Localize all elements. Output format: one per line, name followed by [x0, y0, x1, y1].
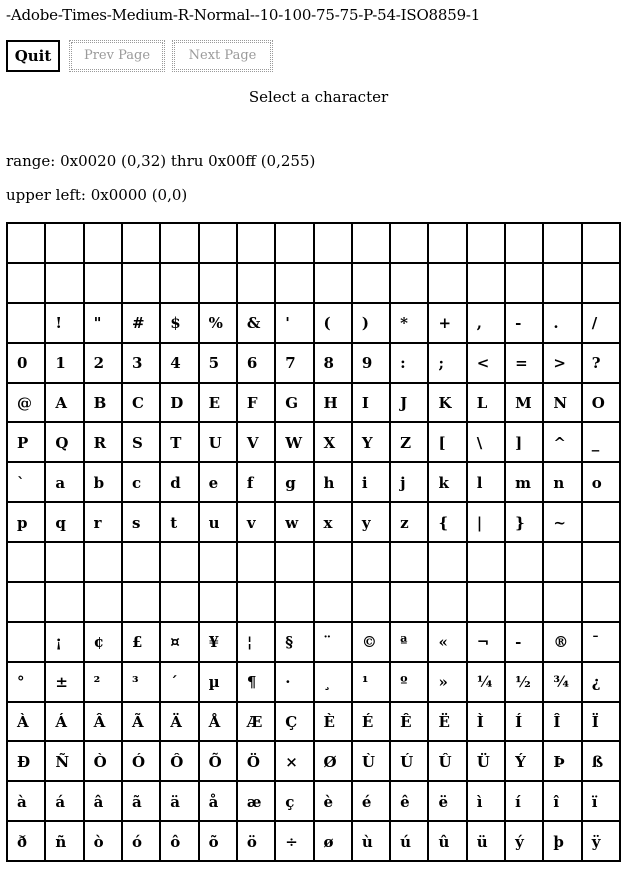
character-cell[interactable]: ? [583, 344, 621, 384]
character-cell[interactable]: s [123, 503, 161, 543]
character-cell[interactable] [123, 583, 161, 623]
character-cell[interactable]: { [429, 503, 467, 543]
character-cell[interactable]: Ù [353, 742, 391, 782]
character-cell[interactable] [391, 583, 429, 623]
prev-page-button[interactable]: Prev Page [69, 40, 165, 72]
next-page-button[interactable]: Next Page [172, 40, 273, 72]
character-cell[interactable]: Î [544, 703, 582, 743]
character-cell[interactable]: H [315, 384, 353, 424]
character-cell[interactable]: ¤ [161, 623, 199, 663]
character-cell[interactable]: Ú [391, 742, 429, 782]
character-cell[interactable]: ý [506, 822, 544, 862]
character-cell[interactable] [276, 543, 314, 583]
character-cell[interactable]: e [200, 463, 238, 503]
character-cell[interactable]: # [123, 304, 161, 344]
character-cell[interactable]: F [238, 384, 276, 424]
character-cell[interactable]: 1 [46, 344, 84, 384]
character-cell[interactable] [468, 264, 506, 304]
character-cell[interactable]: Ø [315, 742, 353, 782]
character-cell[interactable]: Þ [544, 742, 582, 782]
character-cell[interactable]: r [85, 503, 123, 543]
character-cell[interactable]: - [506, 304, 544, 344]
character-cell[interactable] [238, 543, 276, 583]
character-cell[interactable]: ~ [544, 503, 582, 543]
character-cell[interactable]: Å [200, 703, 238, 743]
character-cell[interactable]: 3 [123, 344, 161, 384]
character-cell[interactable]: ÷ [276, 822, 314, 862]
character-cell[interactable]: h [315, 463, 353, 503]
character-cell[interactable]: ¯ [583, 623, 621, 663]
character-cell[interactable]: G [276, 384, 314, 424]
character-cell[interactable]: y [353, 503, 391, 543]
character-cell[interactable]: 0 [8, 344, 46, 384]
character-cell[interactable] [200, 543, 238, 583]
character-cell[interactable] [506, 543, 544, 583]
character-cell[interactable]: À [8, 703, 46, 743]
character-cell[interactable]: . [544, 304, 582, 344]
character-cell[interactable] [353, 583, 391, 623]
character-cell[interactable]: | [468, 503, 506, 543]
character-cell[interactable]: 9 [353, 344, 391, 384]
character-cell[interactable] [123, 224, 161, 264]
character-cell[interactable]: ÿ [583, 822, 621, 862]
character-cell[interactable]: v [238, 503, 276, 543]
character-cell[interactable]: t [161, 503, 199, 543]
character-cell[interactable] [238, 264, 276, 304]
character-cell[interactable] [391, 264, 429, 304]
character-cell[interactable] [46, 543, 84, 583]
character-cell[interactable]: [ [429, 423, 467, 463]
character-cell[interactable]: · [276, 663, 314, 703]
character-cell[interactable]: ù [353, 822, 391, 862]
character-cell[interactable] [391, 224, 429, 264]
character-cell[interactable]: $ [161, 304, 199, 344]
character-cell[interactable]: ¨ [315, 623, 353, 663]
character-cell[interactable]: ¥ [200, 623, 238, 663]
character-cell[interactable]: è [315, 782, 353, 822]
character-cell[interactable]: * [391, 304, 429, 344]
character-cell[interactable]: g [276, 463, 314, 503]
character-cell[interactable]: ï [583, 782, 621, 822]
character-cell[interactable]: Ý [506, 742, 544, 782]
character-cell[interactable]: w [276, 503, 314, 543]
character-cell[interactable] [85, 543, 123, 583]
character-cell[interactable] [468, 224, 506, 264]
character-cell[interactable]: R [85, 423, 123, 463]
character-cell[interactable]: J [391, 384, 429, 424]
character-cell[interactable]: ú [391, 822, 429, 862]
character-cell[interactable]: ( [315, 304, 353, 344]
character-cell[interactable]: a [46, 463, 84, 503]
character-cell[interactable]: A [46, 384, 84, 424]
character-cell[interactable]: é [353, 782, 391, 822]
character-cell[interactable]: ¾ [544, 663, 582, 703]
character-cell[interactable] [544, 224, 582, 264]
character-cell[interactable]: ö [238, 822, 276, 862]
character-cell[interactable]: ´ [161, 663, 199, 703]
character-cell[interactable]: f [238, 463, 276, 503]
character-cell[interactable]: ª [391, 623, 429, 663]
character-cell[interactable]: û [429, 822, 467, 862]
character-cell[interactable]: â [85, 782, 123, 822]
character-cell[interactable]: S [123, 423, 161, 463]
character-cell[interactable] [468, 543, 506, 583]
character-cell[interactable]: ¹ [353, 663, 391, 703]
character-cell[interactable]: ` [8, 463, 46, 503]
character-cell[interactable]: \ [468, 423, 506, 463]
character-cell[interactable] [46, 224, 84, 264]
character-cell[interactable]: o [583, 463, 621, 503]
character-cell[interactable]: 4 [161, 344, 199, 384]
character-cell[interactable]: M [506, 384, 544, 424]
character-cell[interactable]: µ [200, 663, 238, 703]
character-cell[interactable]: - [506, 623, 544, 663]
character-cell[interactable] [429, 264, 467, 304]
character-cell[interactable]: £ [123, 623, 161, 663]
character-cell[interactable]: Ä [161, 703, 199, 743]
character-cell[interactable] [161, 224, 199, 264]
character-cell[interactable]: ³ [123, 663, 161, 703]
character-cell[interactable]: Ñ [46, 742, 84, 782]
character-cell[interactable] [46, 583, 84, 623]
character-cell[interactable] [85, 224, 123, 264]
character-cell[interactable]: & [238, 304, 276, 344]
character-cell[interactable] [276, 224, 314, 264]
character-cell[interactable]: p [8, 503, 46, 543]
character-cell[interactable]: ì [468, 782, 506, 822]
character-cell[interactable] [85, 583, 123, 623]
character-cell[interactable]: ¸ [315, 663, 353, 703]
character-cell[interactable]: O [583, 384, 621, 424]
range-label: range: 0x0020 (0,32) thru 0x00ff (0,255) [6, 152, 316, 170]
character-cell[interactable]: « [429, 623, 467, 663]
character-cell[interactable]: ^ [544, 423, 582, 463]
character-cell[interactable]: § [276, 623, 314, 663]
character-cell[interactable]: ß [583, 742, 621, 782]
character-grid [6, 222, 621, 862]
character-cell[interactable]: × [276, 742, 314, 782]
character-cell[interactable]: ² [85, 663, 123, 703]
character-cell[interactable]: n [544, 463, 582, 503]
character-cell[interactable]: ñ [46, 822, 84, 862]
character-cell[interactable]: í [506, 782, 544, 822]
character-cell[interactable]: l [468, 463, 506, 503]
character-cell[interactable]: 8 [315, 344, 353, 384]
character-cell[interactable]: Ô [161, 742, 199, 782]
character-cell[interactable] [161, 264, 199, 304]
character-cell[interactable]: ã [123, 782, 161, 822]
character-cell[interactable] [8, 623, 46, 663]
character-cell[interactable]: } [506, 503, 544, 543]
character-cell[interactable]: Ò [85, 742, 123, 782]
character-cell[interactable]: ë [429, 782, 467, 822]
character-cell[interactable]: " [85, 304, 123, 344]
character-cell[interactable]: ½ [506, 663, 544, 703]
character-cell[interactable]: j [391, 463, 429, 503]
character-cell[interactable]: < [468, 344, 506, 384]
character-cell[interactable]: © [353, 623, 391, 663]
character-cell[interactable]: i [353, 463, 391, 503]
character-cell[interactable]: ä [161, 782, 199, 822]
character-cell[interactable]: 2 [85, 344, 123, 384]
character-cell[interactable] [200, 224, 238, 264]
character-cell[interactable] [544, 264, 582, 304]
select-character-prompt: Select a character [248, 88, 389, 106]
character-cell[interactable]: Z [391, 423, 429, 463]
character-cell[interactable] [583, 264, 621, 304]
character-cell[interactable] [429, 224, 467, 264]
character-cell[interactable]: ø [315, 822, 353, 862]
character-cell[interactable] [544, 543, 582, 583]
character-cell[interactable] [200, 583, 238, 623]
character-cell[interactable]: ) [353, 304, 391, 344]
character-cell[interactable]: ¦ [238, 623, 276, 663]
character-cell[interactable] [353, 264, 391, 304]
character-cell[interactable]: ® [544, 623, 582, 663]
character-cell[interactable]: ; [429, 344, 467, 384]
character-cell[interactable]: L [468, 384, 506, 424]
character-cell[interactable]: ¿ [583, 663, 621, 703]
character-cell[interactable] [506, 224, 544, 264]
character-cell[interactable]: Q [46, 423, 84, 463]
upper-left-label: upper left: 0x0000 (0,0) [6, 186, 188, 204]
character-cell[interactable]: 7 [276, 344, 314, 384]
character-cell[interactable]: þ [544, 822, 582, 862]
character-cell[interactable]: È [315, 703, 353, 743]
character-cell[interactable]: u [200, 503, 238, 543]
character-cell[interactable] [276, 583, 314, 623]
character-cell[interactable] [276, 264, 314, 304]
character-cell[interactable] [315, 264, 353, 304]
character-cell[interactable] [506, 583, 544, 623]
character-cell[interactable] [315, 583, 353, 623]
character-cell[interactable]: ° [8, 663, 46, 703]
character-cell[interactable]: ó [123, 822, 161, 862]
character-cell[interactable]: à [8, 782, 46, 822]
character-cell[interactable]: C [123, 384, 161, 424]
character-cell[interactable] [8, 264, 46, 304]
character-cell[interactable]: ] [506, 423, 544, 463]
character-cell[interactable]: ¡ [46, 623, 84, 663]
character-cell[interactable] [200, 264, 238, 304]
character-cell[interactable]: É [353, 703, 391, 743]
character-cell[interactable]: Ï [583, 703, 621, 743]
character-cell[interactable]: ç [276, 782, 314, 822]
character-cell[interactable]: = [506, 344, 544, 384]
character-cell[interactable]: ¢ [85, 623, 123, 663]
character-cell[interactable]: ü [468, 822, 506, 862]
character-cell[interactable]: º [391, 663, 429, 703]
character-cell[interactable]: Ê [391, 703, 429, 743]
character-cell[interactable] [161, 543, 199, 583]
character-cell[interactable]: E [200, 384, 238, 424]
character-cell[interactable]: Ð [8, 742, 46, 782]
character-cell[interactable]: b [85, 463, 123, 503]
character-cell[interactable]: ! [46, 304, 84, 344]
character-cell[interactable] [429, 583, 467, 623]
character-cell[interactable]: % [200, 304, 238, 344]
character-cell[interactable]: _ [583, 423, 621, 463]
quit-button[interactable]: Quit [6, 40, 60, 72]
character-cell[interactable]: q [46, 503, 84, 543]
character-cell[interactable]: K [429, 384, 467, 424]
character-cell[interactable]: Í [506, 703, 544, 743]
character-cell[interactable] [468, 583, 506, 623]
character-cell[interactable] [8, 304, 46, 344]
character-cell[interactable]: W [276, 423, 314, 463]
character-cell[interactable] [506, 264, 544, 304]
character-cell[interactable]: Ç [276, 703, 314, 743]
character-cell[interactable]: 6 [238, 344, 276, 384]
character-cell[interactable]: ¶ [238, 663, 276, 703]
character-cell[interactable]: , [468, 304, 506, 344]
character-cell[interactable]: ¬ [468, 623, 506, 663]
character-cell[interactable]: c [123, 463, 161, 503]
character-cell[interactable] [123, 543, 161, 583]
character-cell[interactable]: ò [85, 822, 123, 862]
character-cell[interactable] [583, 224, 621, 264]
character-cell[interactable] [46, 264, 84, 304]
character-cell[interactable]: N [544, 384, 582, 424]
character-cell[interactable]: ê [391, 782, 429, 822]
character-cell[interactable]: ± [46, 663, 84, 703]
character-cell[interactable]: å [200, 782, 238, 822]
character-cell[interactable]: Ü [468, 742, 506, 782]
character-cell[interactable]: + [429, 304, 467, 344]
character-cell[interactable]: T [161, 423, 199, 463]
character-cell[interactable]: Õ [200, 742, 238, 782]
character-cell[interactable]: » [429, 663, 467, 703]
character-cell[interactable]: á [46, 782, 84, 822]
character-cell[interactable] [8, 224, 46, 264]
character-cell[interactable] [238, 224, 276, 264]
character-cell[interactable]: Æ [238, 703, 276, 743]
character-cell[interactable]: Û [429, 742, 467, 782]
character-cell[interactable] [315, 224, 353, 264]
character-cell[interactable]: : [391, 344, 429, 384]
character-cell[interactable] [8, 543, 46, 583]
character-cell[interactable]: ' [276, 304, 314, 344]
character-cell[interactable]: Ã [123, 703, 161, 743]
character-cell[interactable]: P [8, 423, 46, 463]
character-cell[interactable]: B [85, 384, 123, 424]
character-cell[interactable]: Y [353, 423, 391, 463]
character-cell[interactable] [238, 583, 276, 623]
character-cell[interactable]: k [429, 463, 467, 503]
character-cell[interactable]: x [315, 503, 353, 543]
character-cell[interactable] [123, 264, 161, 304]
character-cell[interactable]: Ì [468, 703, 506, 743]
character-cell[interactable] [161, 583, 199, 623]
character-cell[interactable]: d [161, 463, 199, 503]
character-cell[interactable]: D [161, 384, 199, 424]
font-name-label: -Adobe-Times-Medium-R-Normal--10-100-75-75-P-54-ISO8859-1 [6, 6, 481, 24]
character-cell[interactable]: @ [8, 384, 46, 424]
character-cell[interactable]: 5 [200, 344, 238, 384]
character-cell[interactable] [315, 543, 353, 583]
character-cell[interactable]: î [544, 782, 582, 822]
character-cell[interactable]: Á [46, 703, 84, 743]
character-cell[interactable] [544, 583, 582, 623]
character-cell[interactable] [353, 543, 391, 583]
character-cell[interactable] [583, 583, 621, 623]
character-cell[interactable]: õ [200, 822, 238, 862]
character-cell[interactable]: / [583, 304, 621, 344]
character-cell[interactable]: V [238, 423, 276, 463]
character-cell[interactable]: Ö [238, 742, 276, 782]
character-cell[interactable]: U [200, 423, 238, 463]
character-cell[interactable]: ô [161, 822, 199, 862]
character-cell[interactable]: æ [238, 782, 276, 822]
character-cell[interactable]: ð [8, 822, 46, 862]
character-cell[interactable] [85, 264, 123, 304]
character-cell[interactable] [8, 583, 46, 623]
character-cell[interactable]: X [315, 423, 353, 463]
character-cell[interactable] [429, 543, 467, 583]
character-cell[interactable] [391, 543, 429, 583]
character-cell[interactable]: Ë [429, 703, 467, 743]
character-cell[interactable] [583, 503, 621, 543]
character-cell[interactable]: m [506, 463, 544, 503]
character-cell[interactable]: ¼ [468, 663, 506, 703]
character-cell[interactable] [583, 543, 621, 583]
character-cell[interactable]: Â [85, 703, 123, 743]
character-cell[interactable]: Ó [123, 742, 161, 782]
character-cell[interactable]: I [353, 384, 391, 424]
character-cell[interactable] [353, 224, 391, 264]
character-cell[interactable]: z [391, 503, 429, 543]
character-cell[interactable]: > [544, 344, 582, 384]
